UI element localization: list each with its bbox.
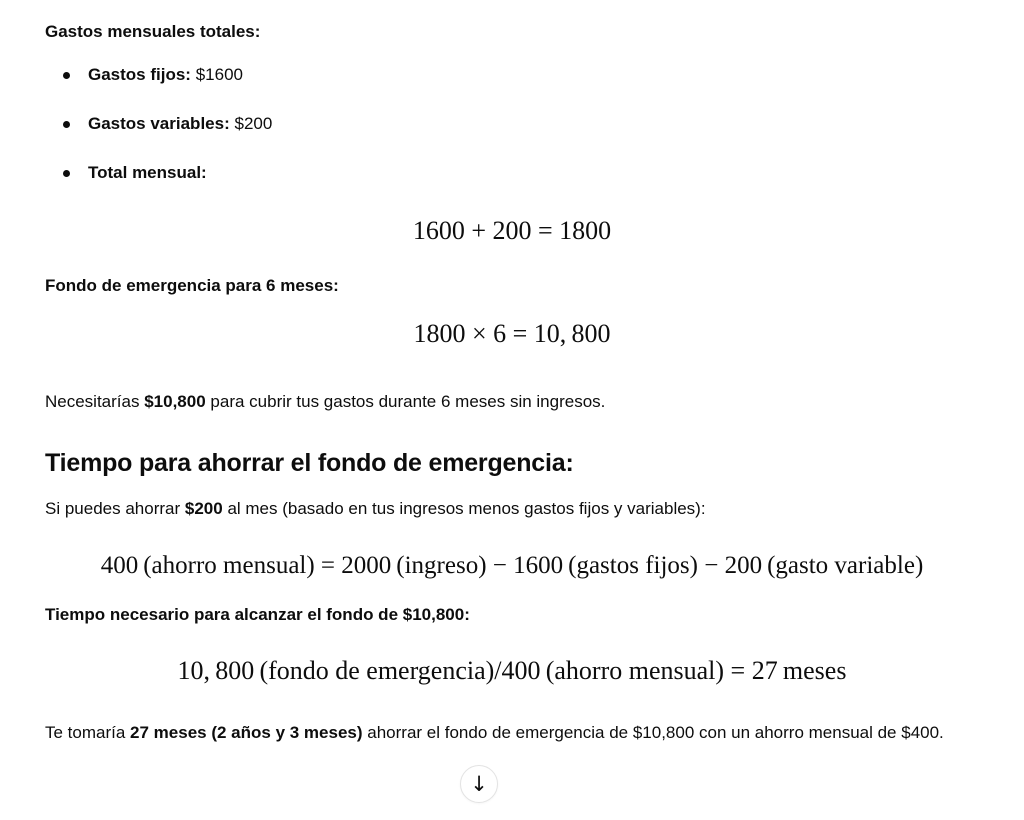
need-paragraph-pre: Necesitarías [45, 392, 140, 411]
scroll-to-bottom-button[interactable] [460, 765, 498, 803]
list-item-label: Gastos variables: [88, 114, 230, 133]
summary-paragraph-bold: 27 meses (2 años y 3 meses) [130, 723, 363, 742]
list-item-value: $1600 [195, 65, 243, 84]
arrow-down-icon: ↓ [470, 771, 488, 796]
bullet-icon [63, 72, 70, 79]
expenses-list [45, 62, 979, 186]
save-paragraph [45, 496, 979, 522]
bullet-icon [63, 121, 70, 128]
equation-time: 10, 800 (fondo de emergencia)/400 (ahorro mensual) = 27 meses [177, 656, 847, 685]
save-paragraph-post: al mes (basado en tus ingresos menos gastos fijos y variables): [227, 499, 706, 518]
equation-savings: 400 (ahorro mensual) = 2000 (ingreso) − 1600 (gastos fijos) − 200 (gasto variable) [100, 552, 924, 579]
need-paragraph-amount: $10,800 [144, 392, 206, 411]
list-item [45, 62, 979, 88]
summary-paragraph [45, 714, 945, 752]
summary-paragraph-post: ahorrar el fondo de emergencia de $10,800 con un ahorro mensual de $400. [367, 723, 944, 742]
need-paragraph-post: para cubrir tus gastos durante 6 meses sin ingresos. [210, 392, 606, 411]
tiempo-necesario-heading: Tiempo necesario para alcanzar el fondo de $10,800: [45, 605, 470, 624]
gastos-totales-heading: Gastos mensuales totales: [45, 22, 261, 41]
list-item [45, 111, 979, 137]
list-item-text [88, 111, 272, 137]
list-item [45, 160, 979, 186]
save-paragraph-amount: $200 [184, 499, 223, 518]
equation-fund: 1800 × 6 = 10, 800 [413, 319, 611, 348]
list-item-text [88, 62, 243, 88]
list-item-label: Gastos fijos: [88, 65, 191, 84]
fondo-emergencia-heading: Fondo de emergencia para 6 meses: [45, 276, 339, 295]
summary-paragraph-pre: Te tomaría [45, 723, 126, 742]
save-paragraph-pre: Si puedes ahorrar [45, 499, 181, 518]
need-paragraph [45, 389, 979, 415]
list-item-value: $200 [234, 114, 273, 133]
list-item-text [88, 160, 207, 186]
bullet-icon [63, 170, 70, 177]
section-heading: Tiempo para ahorrar el fondo de emergencia: [45, 449, 574, 477]
equation-total: 1600 + 200 = 1800 [412, 216, 612, 245]
list-item-label: Total mensual: [88, 163, 207, 182]
